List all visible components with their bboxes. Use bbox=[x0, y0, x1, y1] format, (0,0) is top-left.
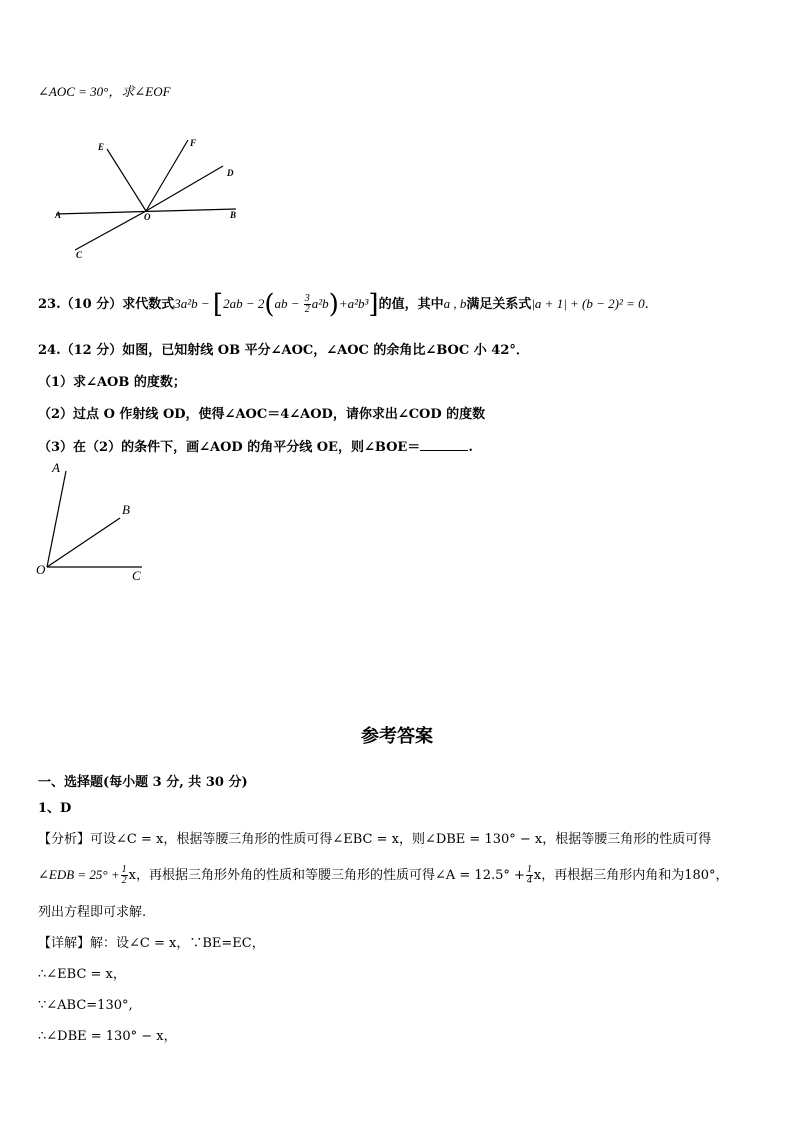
detail-line-1: 【详解】解：设∠C = x，∵BE=EC， bbox=[38, 936, 265, 951]
ray-of bbox=[146, 140, 188, 211]
question-24-part1: （1）求∠AOB 的度数； bbox=[38, 375, 186, 390]
detail-line-2: ∴∠EBC = x， bbox=[38, 967, 126, 982]
label2-a: A bbox=[52, 460, 60, 475]
ray-oe bbox=[107, 149, 146, 211]
label2-b: B bbox=[122, 502, 130, 517]
analysis-line-3: 列出方程即可求解. bbox=[38, 905, 147, 920]
ray-od bbox=[146, 166, 223, 211]
figure-2 bbox=[30, 458, 170, 588]
label-d: D bbox=[227, 168, 234, 178]
label-e: E bbox=[98, 142, 105, 152]
label-o: O bbox=[144, 212, 151, 222]
label-c: C bbox=[76, 250, 83, 260]
section-heading: 一、选择题(每小题 3 分, 共 30 分) bbox=[38, 775, 248, 790]
figure-1 bbox=[40, 132, 300, 262]
detail-line-4: ∴∠DBE = 130° − x， bbox=[38, 1029, 177, 1044]
label-b: B bbox=[230, 210, 237, 220]
ray-oc bbox=[75, 211, 146, 250]
label2-o: O bbox=[36, 562, 46, 577]
label-f: F bbox=[190, 138, 197, 148]
ray-oa bbox=[47, 471, 66, 567]
answer-blank bbox=[420, 438, 468, 451]
analysis-line-1: 【分析】可设∠C = x，根据等腰三角形的性质可得∠EBC = x，则∠DBE = 130° − x，根据等腰三角形的性质可得 bbox=[38, 832, 712, 847]
question-24-stem: 24.（12 分）如图，已知射线 OB 平分∠AOC，∠AOC 的余角比∠BOC 小 42°． bbox=[38, 343, 529, 358]
label-a: A bbox=[55, 210, 62, 220]
top-line: ∠AOC = 30°，求∠EOF bbox=[38, 84, 171, 99]
answer-1: 1、D bbox=[38, 801, 72, 816]
analysis-line-2: ∠EDB = 25° + $\frac{1}{2}$ x，再根据三角形外角的性质和等腰三角形的性质可得∠A = 12.5° + $\frac{1}{4}$ x，再根据三角形内角和为180°， bbox=[38, 864, 729, 886]
question-24-part3: （3）在（2）的条件下，画∠AOD 的角平分线 OE，则∠BOE＝ . bbox=[38, 440, 473, 455]
detail-line-3: ∵∠ABC=130°, bbox=[38, 998, 133, 1013]
question-23: 23.（10 分）求代数式3a²b − [2ab − 2(ab − $\frac{3}{2}$ a²b)+a²b³]的值，其中a , b满足关系式|a + 1| + (b − 2)² = 0. bbox=[38, 289, 649, 320]
answer-title: 参考答案 bbox=[361, 726, 433, 747]
question-24-part2: （2）过点 O 作射线 OD，使得∠AOC＝4∠AOD，请你求出∠COD 的度数 bbox=[38, 407, 486, 422]
ray-ob bbox=[47, 518, 120, 567]
label2-c: C bbox=[132, 568, 141, 583]
